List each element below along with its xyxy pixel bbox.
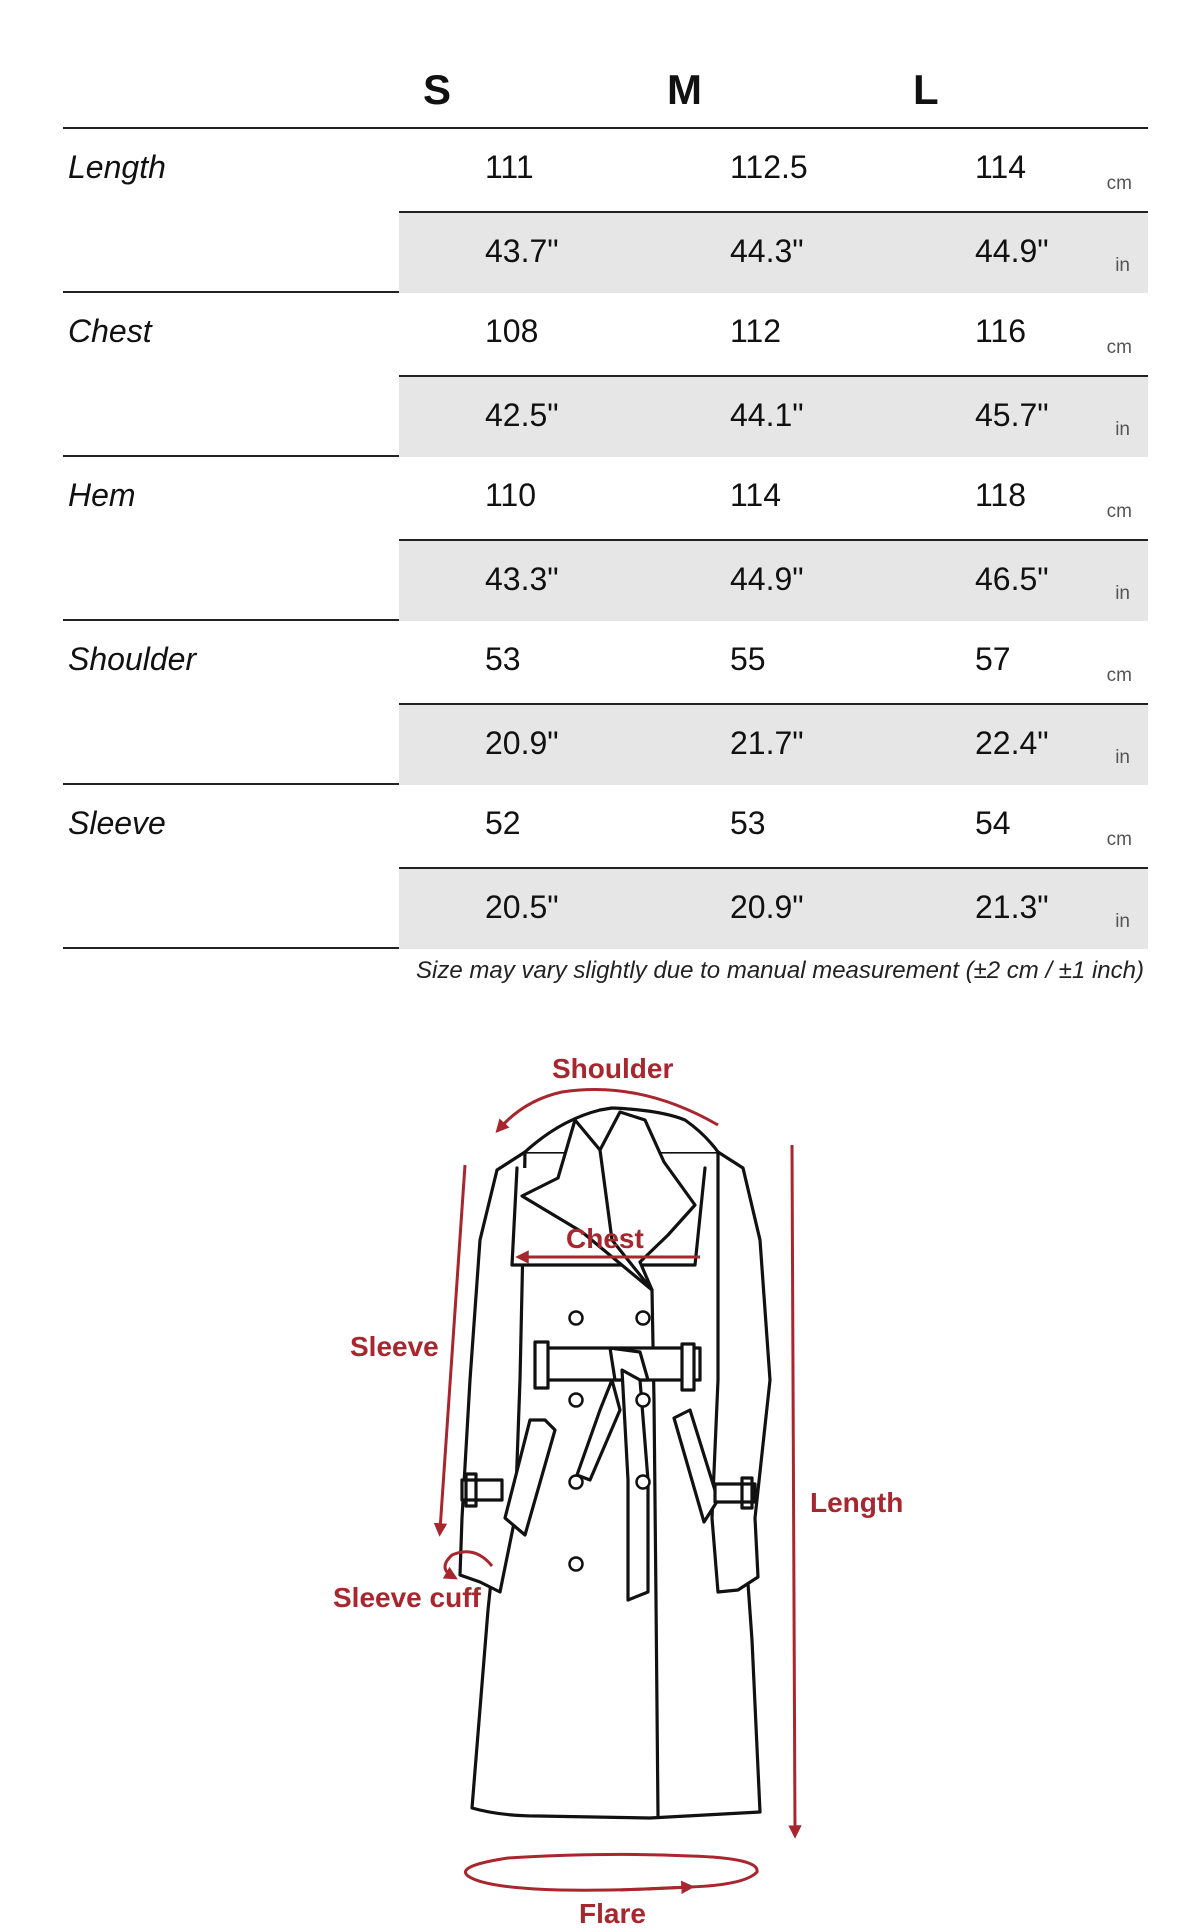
table-row-cm	[399, 785, 1148, 866]
value-cell: 108	[485, 313, 539, 349]
shoulder-label: Shoulder	[552, 1053, 674, 1084]
unit-label-in: in	[1115, 419, 1130, 440]
value-cell: 52	[485, 805, 521, 841]
measurement-label: Shoulder	[68, 641, 197, 677]
table-row-cm	[399, 457, 1148, 538]
coat-outline	[460, 1108, 770, 1818]
value-cell: 53	[730, 805, 766, 841]
measurement-diagram	[0, 1000, 1200, 1929]
sleeve-cuff-label: Sleeve cuff	[333, 1582, 481, 1613]
value-cell: 44.1"	[730, 397, 804, 433]
table-row-in	[399, 375, 1148, 457]
value-cell: 44.9"	[730, 561, 804, 597]
length-label: Length	[810, 1487, 904, 1518]
unit-label-in: in	[1115, 911, 1130, 932]
table-row-in	[399, 867, 1148, 949]
flare-label: Flare	[579, 1898, 646, 1929]
chest-label: Chest	[566, 1223, 644, 1254]
value-cell: 114	[730, 477, 782, 513]
value-cell: 22.4"	[975, 725, 1049, 761]
unit-label-cm: cm	[1106, 665, 1132, 686]
sleeve-label: Sleeve	[350, 1331, 439, 1362]
measurement-group-length	[63, 129, 1148, 293]
size-table	[63, 0, 1148, 949]
value-cell: 43.7"	[485, 233, 559, 269]
value-cell: 53	[485, 641, 521, 677]
table-row-in	[399, 211, 1148, 293]
measurement-group-chest	[63, 293, 1148, 457]
size-header-row	[63, 0, 1148, 129]
value-cell: 43.3"	[485, 561, 559, 597]
value-cell: 112.5	[730, 149, 808, 185]
value-cell: 44.9"	[975, 233, 1049, 269]
unit-label-in: in	[1115, 747, 1130, 768]
size-header-l: L	[913, 66, 940, 113]
value-cell: 54	[975, 805, 1011, 841]
value-cell: 45.7"	[975, 397, 1049, 433]
trench-coat-illustration	[0, 1000, 1200, 1920]
table-row-cm	[399, 129, 1148, 210]
value-cell: 20.5"	[485, 889, 559, 925]
measurement-label: Length	[68, 149, 166, 185]
value-cell: 55	[730, 641, 766, 677]
unit-label-cm: cm	[1106, 337, 1132, 358]
value-cell: 111	[485, 149, 534, 185]
measurement-group-shoulder	[63, 621, 1148, 785]
unit-label-cm: cm	[1106, 829, 1132, 850]
flare-arrow	[620, 1887, 688, 1890]
table-row-cm	[399, 621, 1148, 702]
unit-label-in: in	[1115, 583, 1130, 604]
value-cell: 46.5"	[975, 561, 1049, 597]
measurement-label: Hem	[68, 477, 136, 513]
value-cell: 20.9"	[485, 725, 559, 761]
value-cell: 110	[485, 477, 537, 513]
value-cell: 114	[975, 149, 1027, 185]
unit-label-in: in	[1115, 255, 1130, 276]
table-row-in	[399, 703, 1148, 785]
value-cell: 21.7"	[730, 725, 804, 761]
measurement-label: Chest	[68, 313, 152, 349]
table-row-cm	[399, 293, 1148, 374]
unit-label-cm: cm	[1106, 173, 1132, 194]
value-cell: 118	[975, 477, 1027, 513]
value-cell: 57	[975, 641, 1011, 677]
measurement-group-hem	[63, 457, 1148, 621]
length-arrow	[792, 1145, 795, 1832]
measurement-group-sleeve	[63, 785, 1148, 949]
value-cell: 42.5"	[485, 397, 559, 433]
size-header-m: M	[667, 66, 703, 113]
value-cell: 116	[975, 313, 1027, 349]
value-cell: 21.3"	[975, 889, 1049, 925]
value-cell: 112	[730, 313, 782, 349]
value-cell: 44.3"	[730, 233, 804, 269]
size-header-s: S	[423, 66, 453, 113]
measurement-note: Size may vary slightly due to manual measurement (±2 cm / ±1 inch)	[416, 957, 1144, 984]
unit-label-cm: cm	[1106, 501, 1132, 522]
measurement-label: Sleeve	[68, 805, 166, 841]
sleeve-arrow	[440, 1165, 465, 1530]
value-cell: 20.9"	[730, 889, 804, 925]
table-row-in	[399, 539, 1148, 621]
